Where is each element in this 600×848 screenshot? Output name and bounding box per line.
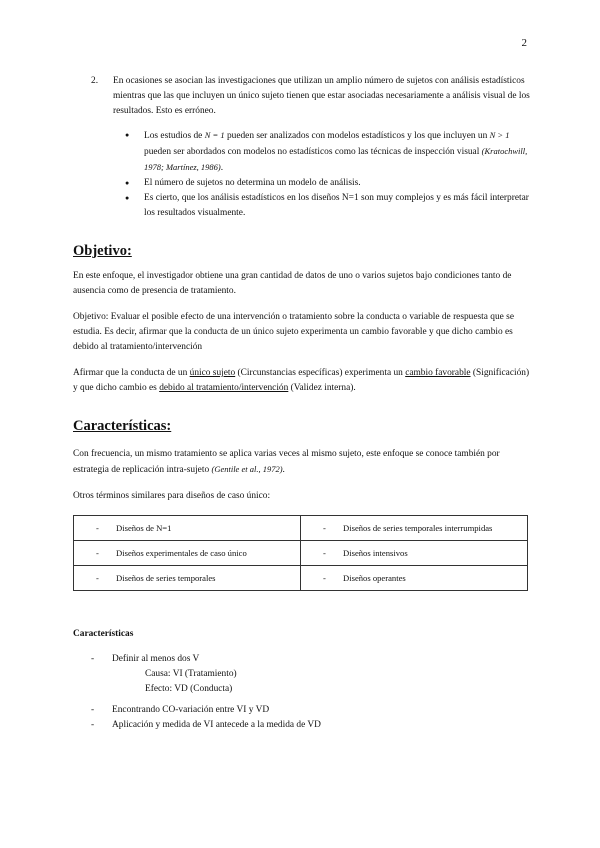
bullet-item: ● El número de sujetos no determina un modelo de análisis. (125, 176, 533, 191)
table-cell: - Diseños intensivos (301, 541, 528, 566)
table-cell: - Diseños de series temporales interrumpidas (301, 516, 528, 541)
underlined-term: cambio favorable (405, 368, 471, 378)
section-heading-caracteristicas: Características: (73, 418, 172, 434)
bullet-list (73, 128, 533, 221)
list-item: - Definir al menos dos V (91, 654, 200, 664)
page-number: 2 (521, 37, 527, 49)
table-cell: - Diseños operantes (301, 566, 528, 591)
list-subitem: Efecto: VD (Conducta) (145, 684, 233, 694)
document-body (73, 74, 533, 733)
section-heading-objetivo: Objetivo: (73, 243, 132, 259)
subheading-caracteristicas: Características (73, 629, 134, 639)
list-item: - Aplicación y medida de VI antecede a la medida de VD (91, 720, 321, 730)
terms-table (73, 515, 528, 591)
numbered-item-2 (91, 74, 533, 119)
paragraph: Otros términos similares para diseños de caso único: (73, 491, 271, 501)
underlined-term: debido al tratamiento/intervención (159, 383, 289, 393)
paragraph: Afirmar que la conducta de un único sujeto (Circunstancias específicas) experimenta un cambio favorable (Significación) y que dicho cambio es debido al tratamiento/intervención (Validez interna). (73, 368, 530, 393)
list-item: - Encontrando CO-variación entre VI y VD (91, 705, 270, 715)
n-equals-one: N = 1 (204, 130, 225, 140)
table-row (74, 516, 528, 541)
bullet-item: ● Es cierto, que los análisis estadísticos en los diseños N=1 son muy complejos y es más fácil interpretar los resultados visualmente. (125, 191, 533, 221)
table-cell: - Diseños experimentales de caso único (74, 541, 301, 566)
item-number: 2. (91, 76, 99, 86)
citation: (Gentile et al., 1972) (211, 464, 283, 474)
item-text: En ocasiones se asocian las investigaciones que utilizan un amplio número de sujetos con análisis estadísticos mientras que las que incluyen un único sujeto tienen que estar asociadas necesariamente a análisis visual de los resultados. Esto es erróneo. (113, 76, 530, 116)
table-cell: - Diseños de series temporales (74, 566, 301, 591)
paragraph: Objetivo: Evaluar el posible efecto de una intervención o tratamiento sobre la conducta o variable de respuesta que se estudia. Es decir, afirmar que la conducta de un único sujeto experimenta un cambio favorable y que dicho cambio es debido al tratamiento/intervención (73, 312, 514, 352)
table-cell: - Diseños de N=1 (74, 516, 301, 541)
bullet-item: ● Los estudios de N = 1 pueden ser analizados con modelos estadísticos y los que incluyen un N > 1 pueden ser abordados con modelos no estadísticos como las técnicas de inspección visual (Kratochwill, 1978; Martínez, 1986). (125, 128, 533, 176)
paragraph: En este enfoque, el investigador obtiene una gran cantidad de datos de uno o varios sujetos bajo condiciones tanto de ausencia como de presencia de tratamiento. (73, 271, 512, 296)
table-row (74, 541, 528, 566)
list-subitem: Causa: VI (Tratamiento) (145, 669, 237, 679)
table-row (74, 566, 528, 591)
underlined-term: único sujeto (189, 368, 236, 378)
paragraph: Con frecuencia, un mismo tratamiento se aplica varias veces al mismo sujeto, este enfoque se conoce también por estrategia de replicación intra-sujeto (Gentile et al., 1972). (73, 449, 500, 475)
n-greater-one: N > 1 (489, 130, 510, 140)
citation: (Kratochwill, 1978; Martínez, 1986) (144, 146, 528, 172)
dash-list (73, 652, 533, 733)
